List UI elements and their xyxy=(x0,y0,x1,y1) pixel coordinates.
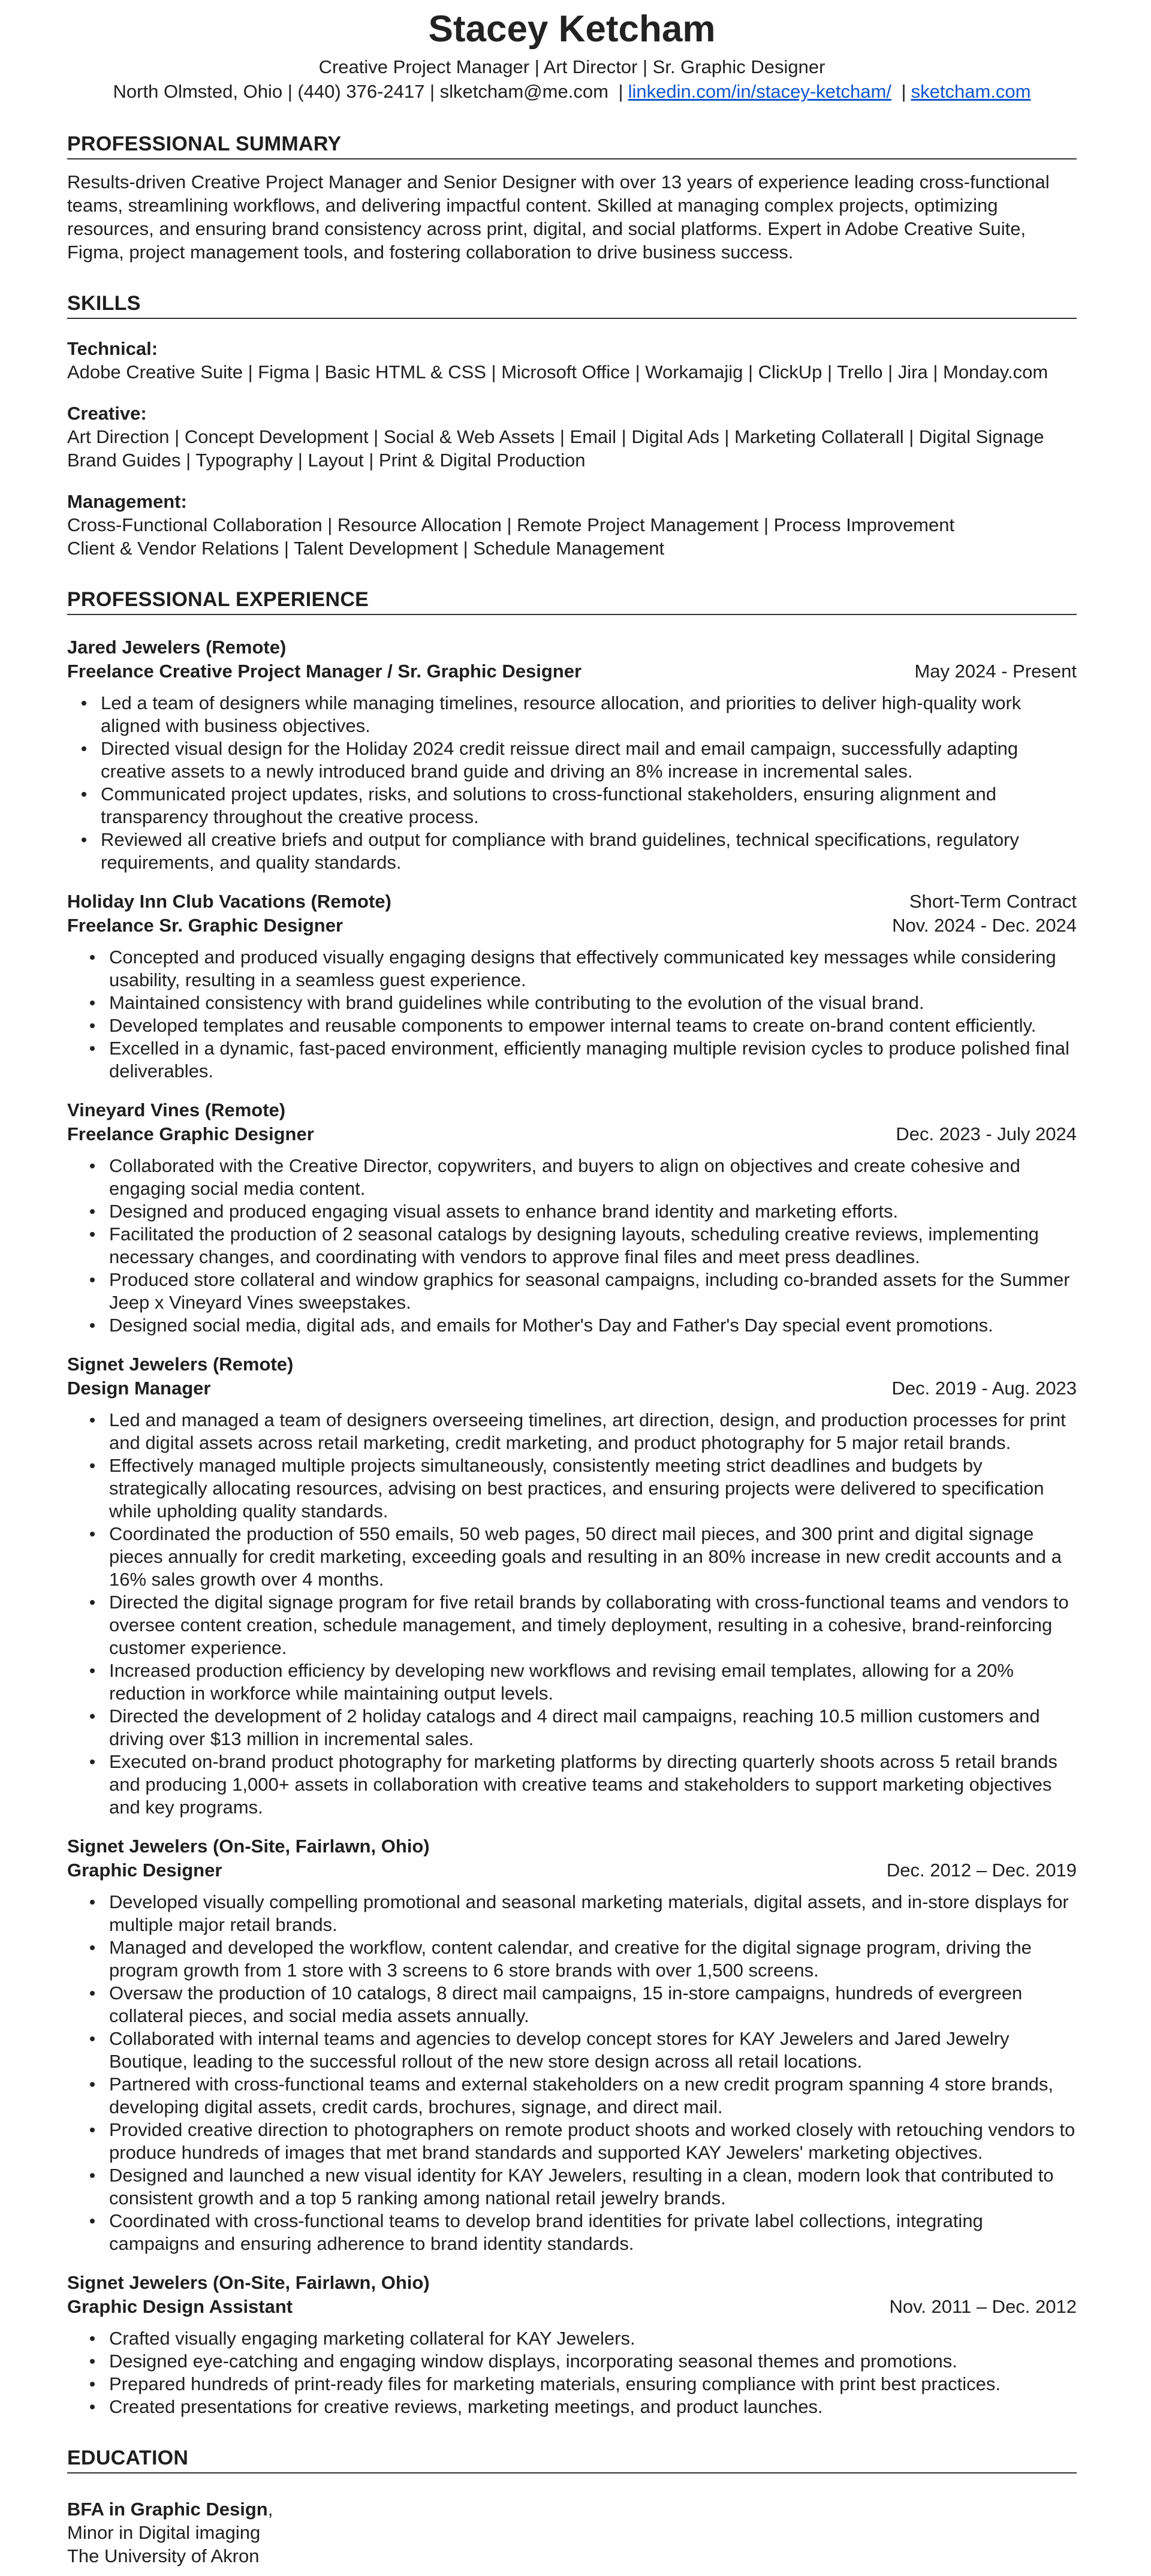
job-bullet: Managed and developed the workflow, content calendar, and creative for the digital signage program, driving the program growth from 1 store with 3 screens to 6 store brands with over 1,500 screens. xyxy=(109,1936,1077,1982)
job-title: Design Manager xyxy=(67,1378,211,1399)
contact-line xyxy=(67,79,1077,104)
skill-group-label: Creative: xyxy=(67,403,147,424)
job-bullet: Executed on-brand product photography for marketing platforms by directing quarterly shoots across 5 retail brands and producing 1,000+ assets in collaboration with creative teams and stakeholders to support marketing objectives and key programs. xyxy=(109,1751,1077,1819)
skill-group xyxy=(67,337,1077,384)
education-section xyxy=(67,2445,1077,2568)
skill-group xyxy=(67,490,1077,560)
job-dates: Dec. 2012 – Dec. 2019 xyxy=(886,1860,1077,1881)
degree-suffix: , xyxy=(267,2499,273,2520)
job-bullet: Designed social media, digital ads, and emails for Mother's Day and Father's Day special event promotions. xyxy=(109,1314,1077,1337)
job-company-note: Short-Term Contract xyxy=(909,891,1077,912)
degree: BFA in Graphic Design xyxy=(67,2499,268,2520)
job-entry xyxy=(67,1834,1077,2255)
job-bullet: Maintained consistency with brand guidelines while contributing to the evolution of the visual brand. xyxy=(109,992,1077,1014)
job-title-row xyxy=(67,1376,1077,1400)
job-company-row xyxy=(67,890,1077,914)
skill-group-label: Management: xyxy=(67,491,187,512)
job-bullet: Concepted and produced visually engaging designs that effectively communicated key messages while considering usability, resulting in a seamless guest experience. xyxy=(109,946,1077,992)
job-company: Holiday Inn Club Vacations (Remote) xyxy=(67,891,391,912)
job-dates: Dec. 2019 - Aug. 2023 xyxy=(891,1378,1077,1399)
degree-line xyxy=(67,2497,1077,2521)
skill-group-label: Technical: xyxy=(67,338,158,359)
job-title-row xyxy=(67,2295,1077,2319)
candidate-name: Stacey Ketcham xyxy=(428,8,716,50)
job-company: Jared Jewelers (Remote) xyxy=(67,637,287,658)
job-bullet: Provided creative direction to photographers on remote product shoots and worked closely with retouching vendors to produce hundreds of images that met brand standards and supported KAY Jewelers' marketing objectives. xyxy=(109,2119,1077,2164)
job-dates: Dec. 2023 - July 2024 xyxy=(896,1123,1077,1144)
job-bullet: Designed eye-catching and engaging window displays, incorporating seasonal themes and promotions. xyxy=(109,2350,1077,2373)
job-bullet: Developed visually compelling promotional and seasonal marketing materials, digital assets, and in-store displays for multiple major retail brands. xyxy=(109,1891,1077,1936)
website-link[interactable]: sketcham.com xyxy=(911,81,1031,102)
job-bullet: Crafted visually engaging marketing collateral for KAY Jewelers. xyxy=(109,2327,1077,2350)
job-title-row xyxy=(67,1858,1077,1882)
section-title-education: EDUCATION xyxy=(67,2445,1077,2473)
job-company-row xyxy=(67,1098,1077,1122)
job-bullet: Communicated project updates, risks, and solutions to cross-functional stakeholders, ensuring alignment and transparency throughout the creative process. xyxy=(101,783,1077,828)
job-bullet: Reviewed all creative briefs and output for compliance with brand guidelines, technical specifications, regulatory requirements, and quality standards. xyxy=(101,828,1077,874)
job-bullet: Increased production efficiency by developing new workflows and revising email templates, allowing for a 20% reduction in workforce while maintaining output levels. xyxy=(109,1659,1077,1705)
job-bullets xyxy=(67,2327,1077,2418)
job-title: Freelance Creative Project Manager / Sr. Graphic Designer xyxy=(67,661,582,682)
job-bullet: Oversaw the production of 10 catalogs, 8 direct mail campaigns, 15 in-store campaigns, hundreds of evergreen collateral pieces, and social media assets annually. xyxy=(109,1982,1077,2027)
job-bullet: Coordinated the production of 550 emails, 50 web pages, 50 direct mail pieces, and 300 print and digital signage pieces annually for credit marketing, exceeding goals and resulting in an 80% increase in new credit accounts and a 16% sales growth over 4 months. xyxy=(109,1523,1077,1591)
job-bullet: Facilitated the production of 2 seasonal catalogs by designing layouts, scheduling creative reviews, implementing necessary changes, and coordinating with vendors to approve final files and meet press deadlines. xyxy=(109,1223,1077,1269)
job-bullet: Collaborated with internal teams and agencies to develop concept stores for KAY Jewelers and Jared Jewelry Boutique, leading to the successful rollout of the new store design across all retail locations. xyxy=(109,2027,1077,2073)
job-bullet: Developed templates and reusable components to empower internal teams to create on-brand content efficiently. xyxy=(109,1014,1077,1037)
job-bullet: Effectively managed multiple projects simultaneously, consistently meeting strict deadlines and budgets by strategically allocating resources, advising on best practices, and ensuring projects were delivered to specification while upholding quality standards. xyxy=(109,1454,1077,1523)
minor: Minor in Digital imaging xyxy=(67,2522,261,2543)
contact-location-phone-email: North Olmsted, Ohio | (440) 376-2417 | slketcham@me.com xyxy=(113,81,608,102)
linkedin-link[interactable]: linkedin.com/in/stacey-ketcham/ xyxy=(628,81,891,102)
job-bullet: Led a team of designers while managing timelines, resource allocation, and priorities to deliver high-quality work aligned with business objectives. xyxy=(101,692,1077,737)
job-bullet: Produced store collateral and window graphics for seasonal campaigns, including co-branded assets for the Summer Jeep x Vineyard Vines sweepstakes. xyxy=(109,1269,1077,1314)
job-entry xyxy=(67,2271,1077,2418)
job-bullets xyxy=(67,692,1077,874)
skill-line: Art Direction | Concept Development | Social & Web Assets | Email | Digital Ads | Marketing Collaterall | Digital Signage xyxy=(67,426,1044,447)
job-bullet: Excelled in a dynamic, fast-paced environment, efficiently managing multiple revision cycles to produce polished final deliverables. xyxy=(109,1037,1077,1083)
job-dates: Nov. 2011 – Dec. 2012 xyxy=(889,2296,1077,2317)
job-title-row xyxy=(67,1122,1077,1146)
job-company: Signet Jewelers (Remote) xyxy=(67,1354,294,1375)
job-bullet: Designed and produced engaging visual assets to enhance brand identity and marketing efforts. xyxy=(109,1200,1077,1223)
job-bullet: Directed the digital signage program for five retail brands by collaborating with cross-functional teams and vendors to oversee content creation, schedule management, and timely deployment, resulting in a cohesive, brand-reinforcing customer experience. xyxy=(109,1591,1077,1659)
candidate-roles: Creative Project Manager | Art Director | Sr. Graphic Designer xyxy=(318,56,825,77)
job-bullet: Collaborated with the Creative Director, copywriters, and buyers to align on objectives and create cohesive and engaging social media content. xyxy=(109,1155,1077,1200)
skill-group xyxy=(67,402,1077,472)
job-entry xyxy=(67,1352,1077,1819)
job-entry xyxy=(67,1098,1077,1337)
job-company: Signet Jewelers (On-Site, Fairlawn, Ohio) xyxy=(67,1836,430,1857)
job-bullets xyxy=(67,1155,1077,1337)
skills-section xyxy=(67,290,1077,560)
job-bullet: Led and managed a team of designers overseeing timelines, art direction, design, and production processes for print and digital assets across retail marketing, credit marketing, and product photography for 5 major retail brands. xyxy=(109,1409,1077,1454)
job-title-row xyxy=(67,659,1077,683)
section-title-skills: SKILLS xyxy=(67,290,1077,319)
job-bullets xyxy=(67,1409,1077,1819)
job-entry xyxy=(67,890,1077,1083)
job-bullet: Created presentations for creative reviews, marketing meetings, and product launches. xyxy=(109,2396,1077,2418)
job-title: Graphic Designer xyxy=(67,1860,222,1881)
job-company-row xyxy=(67,1352,1077,1376)
job-title: Freelance Graphic Designer xyxy=(67,1123,314,1144)
job-company-row xyxy=(67,1834,1077,1858)
contact-separator: | xyxy=(618,81,623,102)
job-bullet: Directed the development of 2 holiday catalogs and 4 direct mail campaigns, reaching 10.5 million customers and driving over $13 million in incremental sales. xyxy=(109,1705,1077,1751)
job-title: Graphic Design Assistant xyxy=(67,2296,293,2317)
school: The University of Akron xyxy=(67,2545,260,2566)
summary-section xyxy=(67,131,1077,264)
summary-text: Results-driven Creative Project Manager and Senior Designer with over 13 years of experience leading cross-functional teams, streamlining workflows, and delivering impactful content. Skilled at managing complex projects, optimizing resources, and ensuring brand consistency across print, digital, and social platforms. Expert in Adobe Creative Suite, Figma, project management tools, and fostering collaboration to drive business success. xyxy=(67,171,1050,263)
job-company: Vineyard Vines (Remote) xyxy=(67,1099,286,1120)
job-bullet: Directed visual design for the Holiday 2024 credit reissue direct mail and email campaign, successfully adapting creative assets to a newly introduced brand guide and driving an 8% increase in incremental sales. xyxy=(101,737,1077,783)
jobs-list xyxy=(67,635,1077,2418)
job-company-row xyxy=(67,2271,1077,2295)
job-dates: Nov. 2024 - Dec. 2024 xyxy=(892,915,1077,936)
job-dates: May 2024 - Present xyxy=(914,661,1077,682)
job-company-row xyxy=(67,635,1077,659)
skill-line: Cross-Functional Collaboration | Resource Allocation | Remote Project Management | Process Improvement xyxy=(67,514,955,535)
job-bullets xyxy=(67,1891,1077,2255)
job-bullet: Partnered with cross-functional teams and external stakeholders on a new credit program spanning 4 store brands, developing digital assets, credit cards, brochures, signage, and direct mail. xyxy=(109,2073,1077,2119)
education-entry xyxy=(67,2497,1077,2568)
skill-line: Adobe Creative Suite | Figma | Basic HTML & CSS | Microsoft Office | Workamajig | ClickUp | Trello | Jira | Monday.com xyxy=(67,361,1048,382)
experience-section xyxy=(67,586,1077,2418)
skills-list xyxy=(67,337,1077,560)
job-bullet: Designed and launched a new visual identity for KAY Jewelers, resulting in a clean, modern look that contributed to consistent growth and a top 5 ranking among national retail jewelry brands. xyxy=(109,2164,1077,2210)
job-bullets xyxy=(67,946,1077,1083)
job-company: Signet Jewelers (On-Site, Fairlawn, Ohio) xyxy=(67,2272,430,2293)
job-title: Freelance Sr. Graphic Designer xyxy=(67,915,344,936)
skill-line: Brand Guides | Typography | Layout | Print & Digital Production xyxy=(67,450,586,471)
contact-separator: | xyxy=(901,81,906,102)
job-title-row xyxy=(67,914,1077,938)
skill-line: Client & Vendor Relations | Talent Development | Schedule Management xyxy=(67,538,665,559)
job-bullet: Coordinated with cross-functional teams to develop brand identities for private label collections, integrating campaigns and ensuring adherence to brand identity standards. xyxy=(109,2210,1077,2255)
section-title-experience: PROFESSIONAL EXPERIENCE xyxy=(67,586,1077,615)
section-title-summary: PROFESSIONAL SUMMARY xyxy=(67,131,1077,159)
job-bullet: Prepared hundreds of print-ready files for marketing materials, ensuring compliance with print best practices. xyxy=(109,2373,1077,2396)
job-entry xyxy=(67,635,1077,874)
